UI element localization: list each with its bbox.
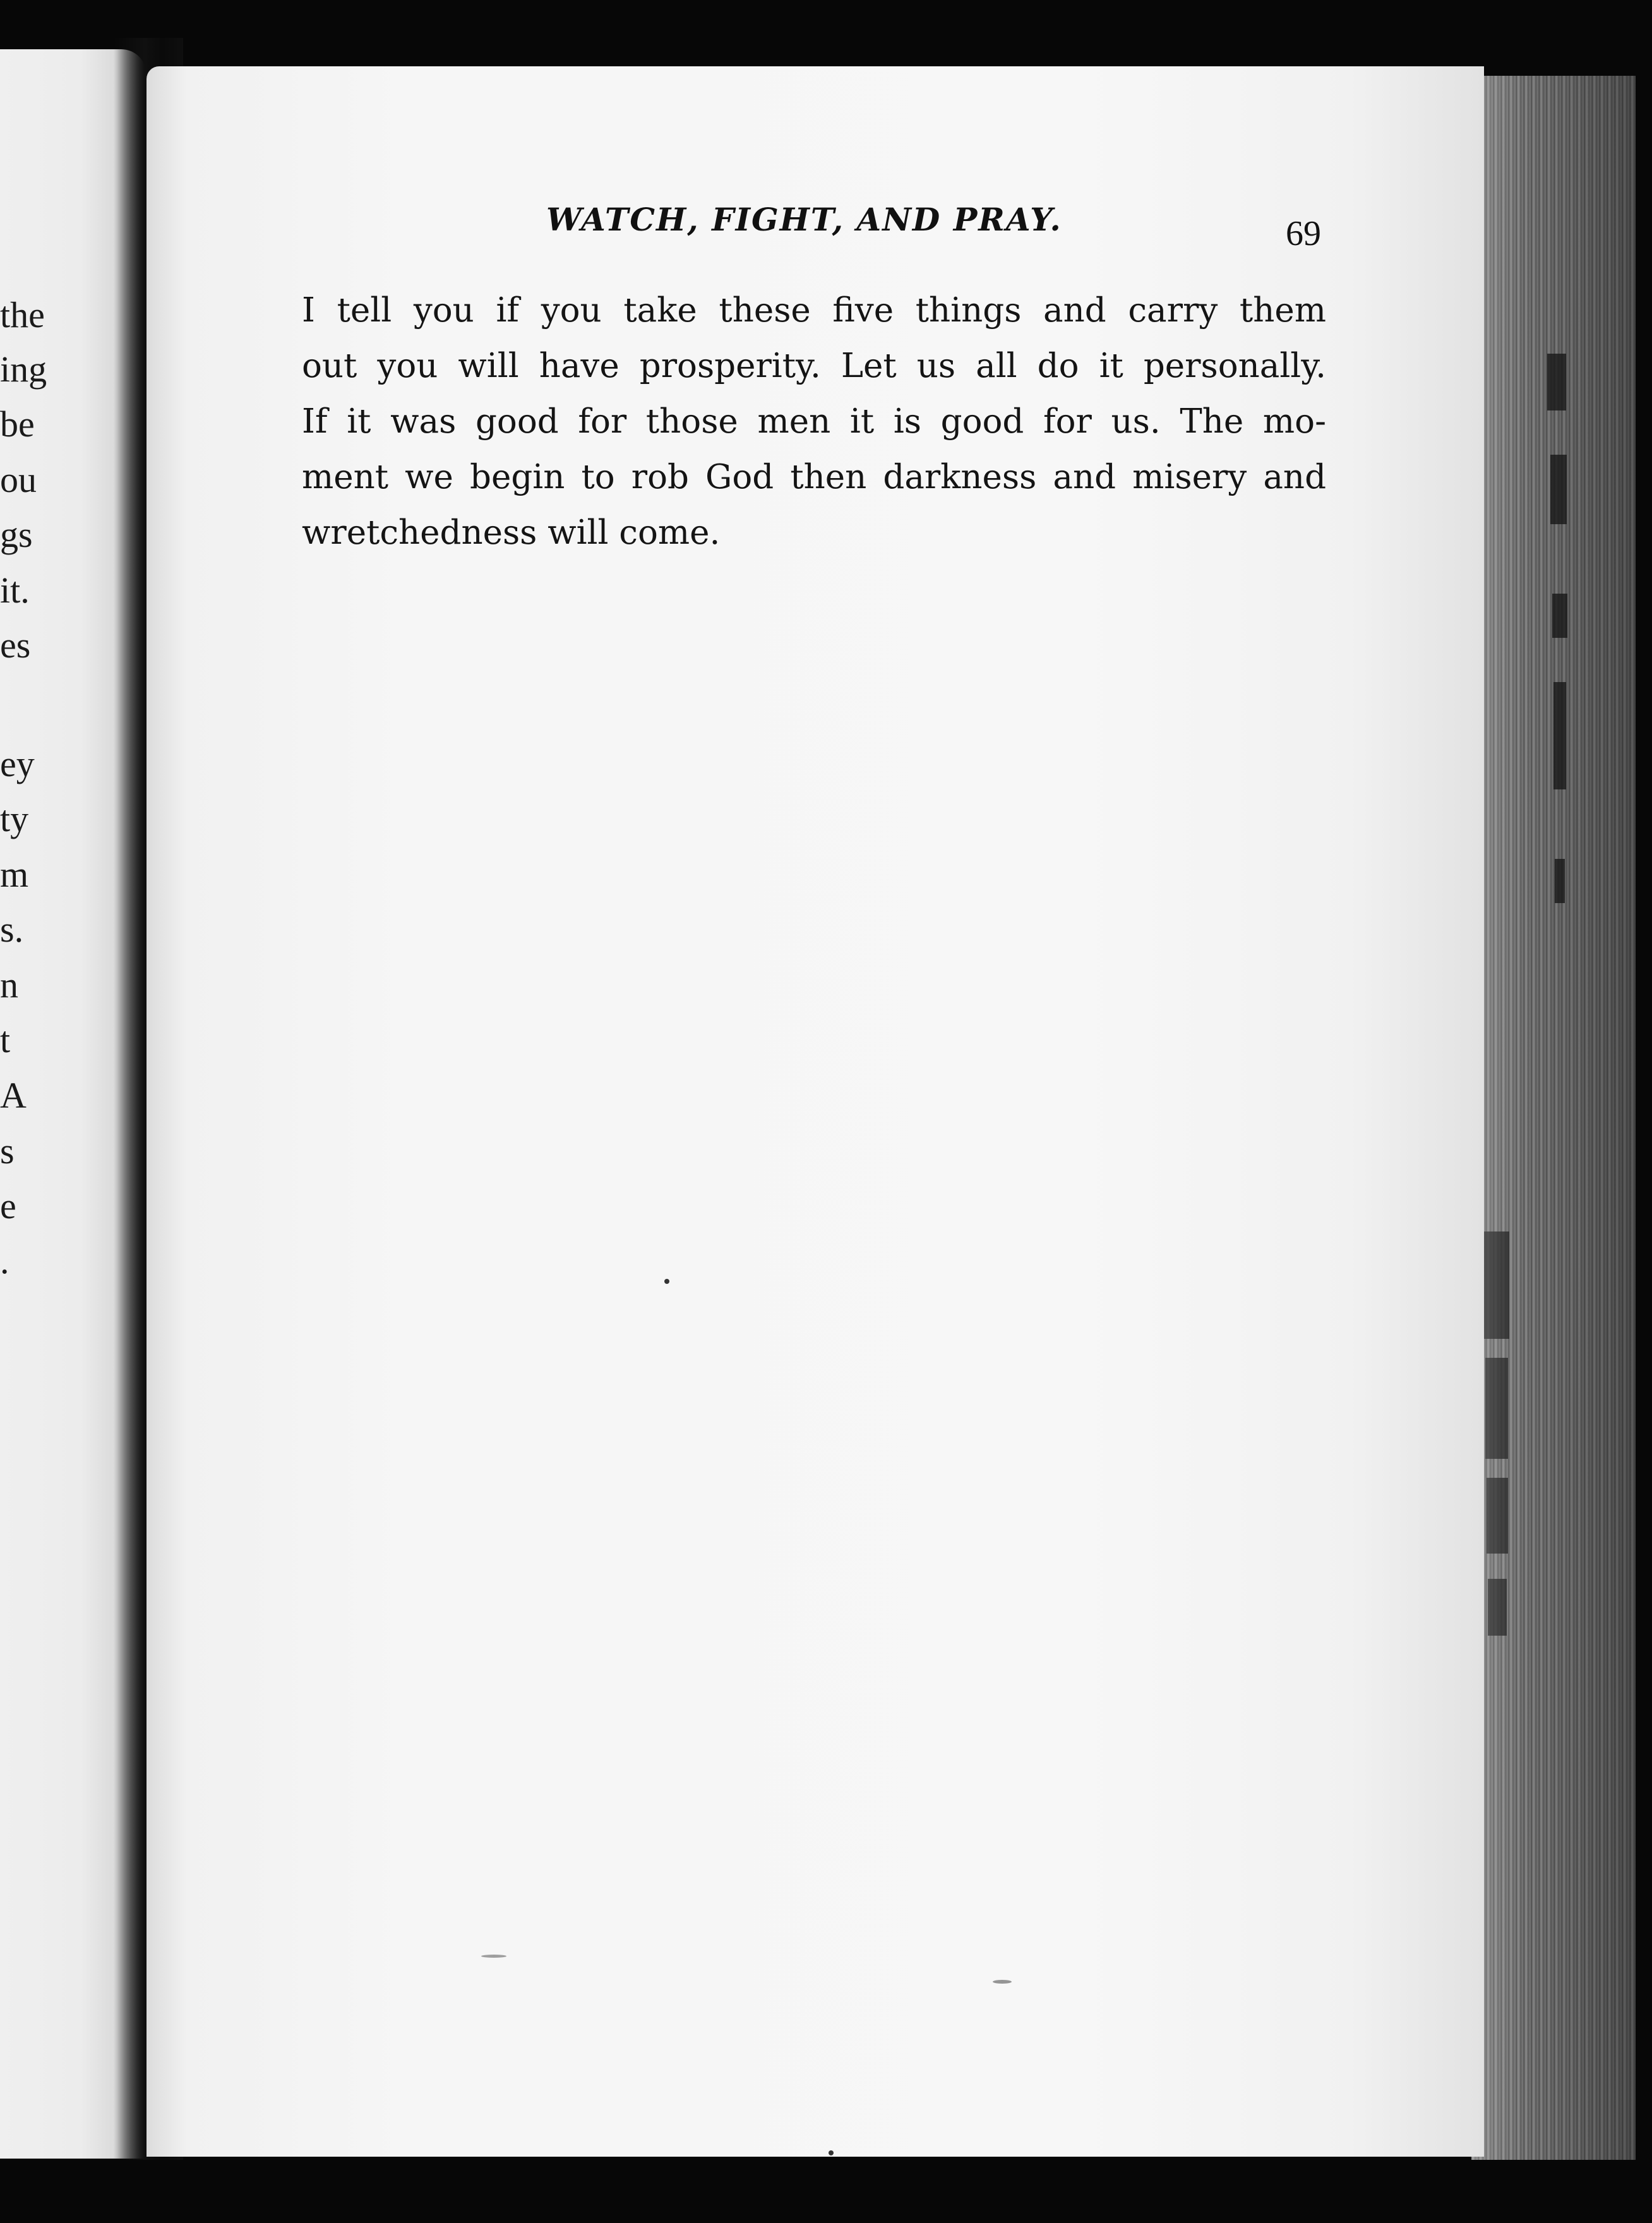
paper-speck — [993, 1980, 1012, 1984]
previous-page-line: be — [0, 404, 35, 445]
previous-page-line: ou — [0, 459, 37, 500]
body-paragraph — [302, 283, 1326, 561]
previous-page-line: e — [0, 1185, 16, 1226]
previous-page-line: ey — [0, 743, 35, 784]
paragraph-line: out you will have prosperity. Let us all do it personally. — [302, 347, 1326, 385]
previous-page-line: n — [0, 964, 18, 1005]
edge-stamp-mark — [1552, 594, 1567, 638]
previous-page-line: s — [0, 1130, 15, 1171]
paragraph-line: If it was good for those men it is good for us. The mo- — [302, 402, 1326, 441]
previous-page-line: m — [0, 854, 29, 895]
previous-page-line: the — [0, 294, 45, 335]
previous-page-line: ty — [0, 798, 29, 839]
paper-speck — [829, 2150, 834, 2155]
running-head: WATCH, FIGHT, AND PRAY. — [546, 201, 1062, 238]
previous-page-line: . — [0, 1240, 9, 1281]
previous-page-line: gs — [0, 514, 33, 555]
paper-speck — [481, 1955, 506, 1958]
previous-page-line: s. — [0, 909, 24, 950]
edge-stamp-mark — [1555, 859, 1565, 903]
page-number: 69 — [1286, 214, 1321, 253]
edge-stamp-mark — [1488, 1579, 1507, 1636]
edge-stamp-mark — [1553, 682, 1566, 789]
previous-page-line: it. — [0, 570, 30, 611]
previous-page-line: t — [0, 1019, 11, 1060]
edge-stamp-mark — [1485, 1358, 1508, 1459]
paragraph-line: I tell you if you take these five things and carry them — [302, 291, 1326, 330]
paragraph-line: wretchedness will come. — [302, 513, 721, 552]
paper-speck — [664, 1279, 669, 1284]
edge-stamp-mark — [1484, 1231, 1509, 1339]
previous-page-line: es — [0, 625, 31, 666]
paragraph-line: ment we begin to rob God then darkness and misery and — [302, 458, 1326, 496]
edge-stamp-mark — [1547, 354, 1566, 410]
edge-stamp-mark — [1550, 455, 1567, 524]
edge-stamp-mark — [1487, 1478, 1508, 1554]
page-edge-stack — [1471, 76, 1636, 2160]
previous-page-line: A — [0, 1075, 27, 1116]
previous-page-line: ing — [0, 349, 47, 390]
